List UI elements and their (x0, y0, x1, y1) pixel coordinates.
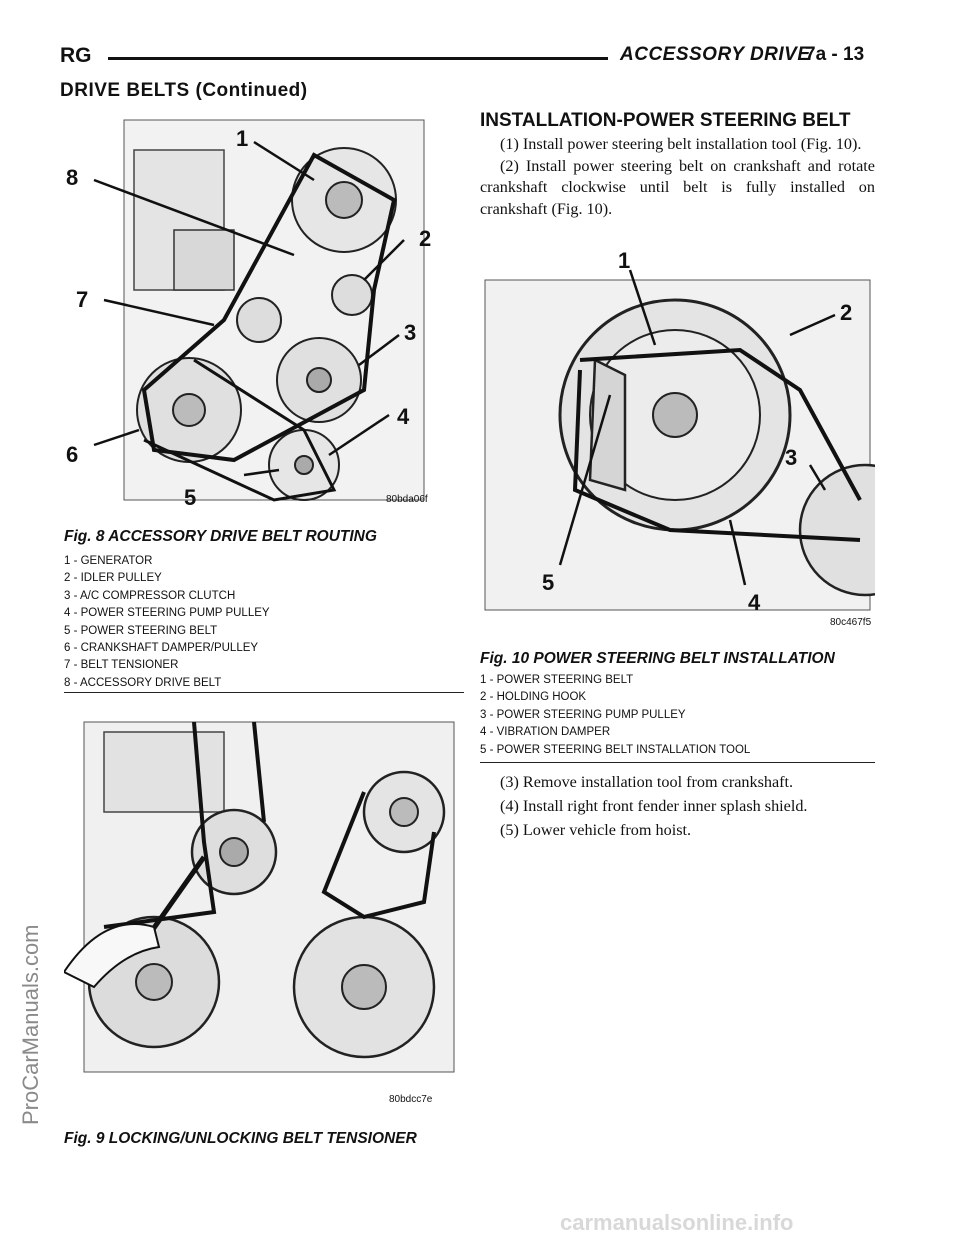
fig8-callout-2: 2 (419, 226, 432, 251)
legend-item: 5 - POWER STEERING BELT INSTALLATION TOOL (480, 743, 751, 756)
remaining-steps (480, 772, 875, 844)
footer-watermark: carmanualsonline.info (560, 1210, 794, 1235)
intro-text (480, 134, 875, 220)
fig8-belt-routing-illustration (64, 110, 464, 520)
continued-heading: DRIVE BELTS (Continued) (60, 80, 308, 101)
page-title: ACCESSORY DRIVE (620, 44, 811, 65)
fig8-code: 80bda06f (386, 494, 428, 505)
fig8-callout-7: 7 (76, 287, 89, 312)
legend-item: 4 - VIBRATION DAMPER (480, 726, 611, 739)
fig8-callout-1: 1 (236, 126, 249, 151)
fig9-caption: Fig. 9 LOCKING/UNLOCKING BELT TENSIONER (64, 1130, 417, 1147)
fig10-callout-2: 2 (840, 300, 853, 325)
fig10-code: 80c467f5 (830, 617, 872, 628)
section-code: RG (60, 44, 92, 67)
fig8-callout-5: 5 (184, 485, 197, 510)
fig8-callout-4: 4 (397, 404, 410, 429)
fig10-rule (480, 762, 875, 763)
fig10-callout-5: 5 (542, 570, 555, 595)
legend-item: 1 - GENERATOR (64, 555, 153, 567)
fig8-rule (64, 692, 464, 693)
legend-item: 5 - POWER STEERING BELT (64, 624, 218, 637)
legend-item: 2 - IDLER PULLEY (64, 572, 162, 585)
fig10-legend (480, 672, 750, 759)
step-2: (2) Install power steering belt on crankshaft and rotate crankshaft clockwise until belt is fully installed on crankshaft (Fig. 10). (480, 156, 875, 218)
fig9-tensioner-illustration (64, 712, 464, 1122)
fig10-ps-belt-installation-illustration (480, 240, 875, 640)
fig10-callout-4: 4 (748, 590, 761, 615)
page-number: 7a - 13 (805, 44, 865, 65)
fig8-caption: Fig. 8 ACCESSORY DRIVE BELT ROUTING (64, 528, 377, 545)
section-heading: INSTALLATION-POWER STEERING BELT (480, 110, 851, 131)
fig8-callout-8: 8 (66, 165, 79, 190)
fig8-legend (64, 553, 270, 692)
legend-item: 7 - BELT TENSIONER (64, 659, 179, 672)
step-5: (5) Lower vehicle from hoist. (500, 821, 692, 839)
fig8-callout-3: 3 (404, 320, 417, 345)
step-4: (4) Install right front fender inner splash shield. (500, 797, 808, 815)
step-3: (3) Remove installation tool from crankshaft. (500, 773, 794, 791)
legend-item: 3 - POWER STEERING PUMP PULLEY (480, 708, 686, 721)
step-1: (1) Install power steering belt installation tool (Fig. 10). (500, 135, 862, 153)
fig9-code: 80bdcc7e (389, 1094, 433, 1105)
watermark: ProCarManuals.com (18, 924, 43, 1125)
fig8-callout-6: 6 (66, 442, 79, 467)
fig10-caption: Fig. 10 POWER STEERING BELT INSTALLATION (480, 650, 835, 667)
legend-item: 2 - HOLDING HOOK (480, 691, 587, 704)
fig10-callout-3: 3 (785, 445, 798, 470)
legend-item: 6 - CRANKSHAFT DAMPER/PULLEY (64, 642, 259, 655)
fig10-callout-1: 1 (618, 248, 631, 273)
header-rule (108, 57, 608, 60)
legend-item: 8 - ACCESSORY DRIVE BELT (64, 676, 222, 689)
legend-item: 3 - A/C COMPRESSOR CLUTCH (64, 589, 236, 602)
legend-item: 1 - POWER STEERING BELT (480, 674, 634, 686)
legend-item: 4 - POWER STEERING PUMP PULLEY (64, 607, 270, 620)
